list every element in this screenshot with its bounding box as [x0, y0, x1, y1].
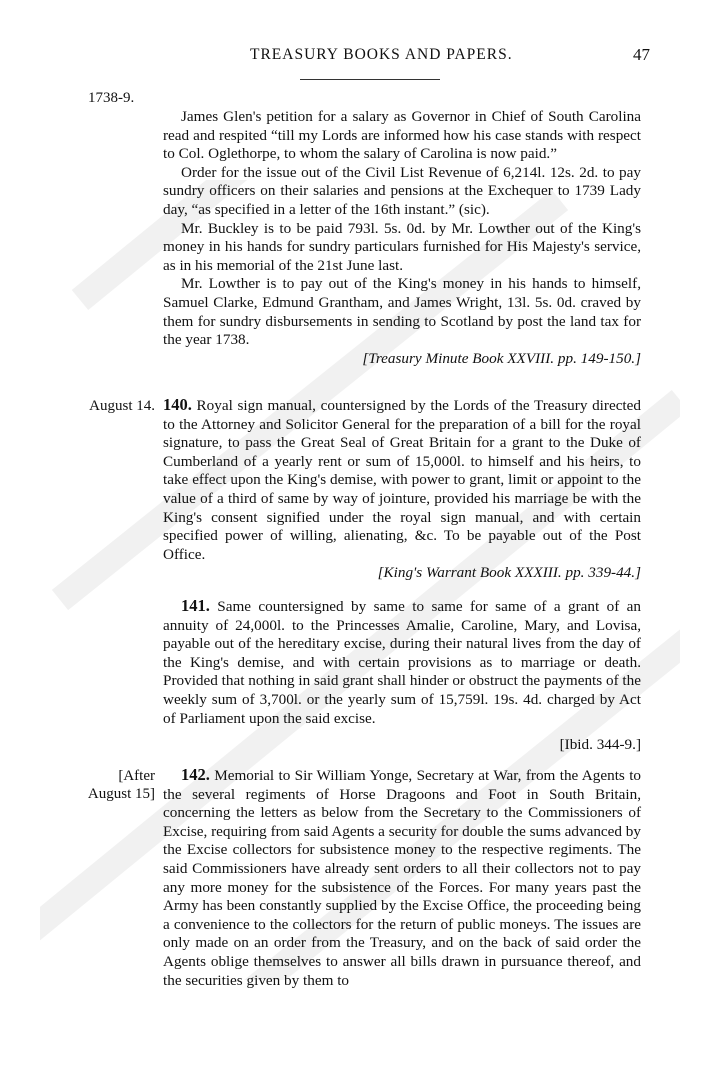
entry-body: Royal sign manual, countersigned by the Lords of the Treasury directed to the Attorney and Solicitor General for the preparation of a bill for the royal signature, to pass the Great Seal of Great Britain for a grant to the Duke of Cumberland of a yearly rent or sum of 15,000l. to himself and his heirs, to take effect upon the King's demise, with power to grant, limit or appoint to the value of a third of same by way of jointure, provided his marriage be with the King's consent signified under the royal sign manual, and with certain specified power of willing, alienating, &c. To be payable out of the Post Office. [163, 397, 641, 563]
entry-140-date: August 14. [89, 398, 155, 414]
opening-section [163, 108, 641, 368]
entry-number: 140. [163, 395, 192, 414]
paragraph: Order for the issue out of the Civil List Revenue of 6,214l. 12s. 2d. to pay sundry officers on their salaries and pensions at the Exchequer to 1739 Lady day, “as specified in a letter of the 16th instant.” (sic). [163, 163, 641, 218]
date-line: [After [118, 768, 155, 784]
entry-142 [163, 766, 641, 990]
paragraph: James Glen's petition for a salary as Governor in Chief of South Carolina read and respited “till my Lords are informed how his case stands with respect to Col. Oglethorpe, to whom the salary of Carolina is now paid.” [163, 108, 641, 163]
entry-text [163, 396, 641, 564]
entry-141 [163, 597, 641, 755]
entry-text [163, 766, 641, 990]
running-title: TREASURY BOOKS AND PAPERS. [250, 46, 513, 63]
entry-number: 142. [181, 765, 210, 784]
year-margin-note: 1738-9. [88, 90, 135, 106]
citation: [Ibid. 344-9.] [559, 736, 641, 754]
entry-text [163, 597, 641, 728]
citation: [King's Warrant Book XXXIII. pp. 339-44.] [377, 564, 641, 582]
paragraph: Mr. Buckley is to be paid 793l. 5s. 0d. by Mr. Lowther out of the King's money in his hands for sundry particulars furnished for His Majesty's service, as in his memorial of the 21st June last. [163, 219, 641, 274]
citation: [Treasury Minute Book XXVIII. pp. 149-150.] [362, 349, 641, 367]
entry-body: Memorial to Sir William Yonge, Secretary at War, from the Agents to the several regiments of Horse Dragoons and Foot in South Britain, concerning the letters as below from the Secretary to the Commissioners of Excise, requiring from said Agents a security for double the sums advanced by the Excise collectors for subsistence money to the respective regiments. The said Commissioners have already sent orders to all their collectors not to pay any more money for the subsistence of the Forces. For many years past the Army has been constantly supplied by the Excise Office, the proceeding being a convenience to the collectors for the return of public moneys. The issues are only made on an order from the Treasury, and on the back of said order the Agents oblige themselves to answer all bills drawn in pursuance thereof, and the securities given by them to [163, 767, 642, 989]
header-rule [300, 79, 440, 80]
page-header [250, 46, 650, 76]
entry-140 [163, 396, 641, 583]
entry-142-date [55, 767, 155, 803]
page-number: 47 [633, 45, 650, 64]
entry-body: Same countersigned by same to same for same of a grant of an annuity of 24,000l. to the Princesses Amalie, Caroline, Mary, and Lovisa, payable out of the hereditary excise, during their natural lives from the day of the King's demise, and with certain provisions as to marriage or death. Provided that nothing in said grant shall hinder or obstruct the payments of the weekly sum of 3,700l. or the yearly sum of 15,759l. 19s. 4d. charged by Act of Parliament upon the said excise. [163, 598, 641, 727]
paragraph: Mr. Lowther is to pay out of the King's money in his hands to himself, Samuel Clarke, Edmund Grantham, and James Wright, 13l. 5s. 0d. craved by them for sundry disbursements in sending to Scotland by post the land tax for the year 1738. [163, 275, 641, 349]
entry-number: 141. [181, 596, 210, 615]
date-line: August 15] [87, 786, 155, 802]
